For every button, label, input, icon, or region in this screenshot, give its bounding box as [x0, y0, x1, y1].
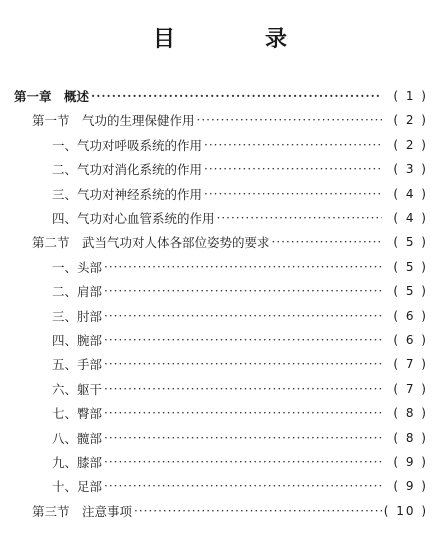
toc-leader-dots: [104, 306, 382, 326]
toc-entry: [52, 403, 428, 423]
toc-entry: [52, 281, 428, 301]
toc-entry-page: ( 7 ): [393, 381, 428, 396]
page-title: 目 录: [152, 26, 321, 52]
toc-entry: [32, 232, 428, 252]
toc-entry-label: 二、肩部: [52, 284, 103, 300]
toc-entry: [32, 110, 428, 130]
toc-leader-dots: [91, 86, 382, 106]
toc-entry-page: ( 6 ): [393, 333, 428, 347]
toc-entry-label: 第三节 注意事项: [32, 503, 133, 519]
toc-leader-dots: [217, 208, 382, 228]
toc-leader-dots: [272, 232, 382, 252]
toc-entry-label: 五、手部: [52, 357, 103, 373]
toc-entry-label: 第一节 气功的生理保健作用: [32, 113, 195, 129]
toc-entry-label: 六、躯干: [52, 381, 103, 397]
toc-entry-page: ( 5 ): [393, 284, 428, 299]
toc-entry-page: ( 8 ): [393, 406, 428, 421]
toc-entry-page: ( 7 ): [393, 357, 428, 372]
toc-entry-label: 四、腕部: [52, 333, 103, 348]
toc-entry: [52, 257, 428, 277]
toc-entry-page: ( 1 ): [393, 89, 428, 103]
toc-entry-label: 第一章 概述: [14, 89, 90, 104]
toc-leader-dots: [197, 110, 382, 130]
toc-entry-label: 第二节 武当气功对人体各部位姿势的要求: [32, 235, 270, 251]
toc-entry: [52, 428, 428, 448]
toc-entry-page: ( 4 ): [393, 211, 428, 225]
toc-leader-dots: [204, 135, 382, 155]
toc-leader-dots: [104, 476, 382, 496]
toc-leader-dots: [104, 428, 382, 448]
toc-entry-label: 四、气功对心血管系统的作用: [52, 211, 215, 226]
toc-entry: [32, 501, 428, 521]
toc-entry-page: ( 4 ): [393, 186, 428, 201]
toc-entry-label: 七、臀部: [52, 406, 103, 422]
toc-entry: [52, 330, 428, 350]
toc-entry-label: 一、头部: [52, 259, 103, 275]
toc-entry-page: ( 2 ): [393, 137, 428, 152]
toc-entry: [52, 452, 428, 472]
toc-entry: [52, 135, 428, 155]
toc-leader-dots: [104, 379, 382, 399]
toc-entry-page: ( 6 ): [393, 308, 428, 323]
toc-entry: [52, 379, 428, 399]
toc-entry: [52, 159, 428, 179]
toc-leader-dots: [104, 403, 382, 423]
toc-entry-page: ( 5 ): [393, 259, 428, 274]
toc-leader-dots: [104, 330, 382, 350]
toc-leader-dots: [104, 452, 382, 472]
toc-leader-dots: [104, 354, 382, 374]
toc-entry-page: ( 9 ): [393, 479, 428, 494]
toc-entry: [52, 354, 428, 374]
toc-entry-page: ( 3 ): [393, 162, 428, 177]
toc-entry-label: 三、肘部: [52, 308, 103, 324]
toc-leader-dots: [204, 184, 382, 204]
toc-entry-label: 二、气功对消化系统的作用: [52, 162, 203, 178]
toc-entry: [52, 306, 428, 326]
toc-leader-dots: [134, 501, 382, 521]
toc-entry-page: ( 8 ): [393, 430, 428, 445]
toc-entry-label: 三、气功对神经系统的作用: [52, 186, 203, 202]
toc-entry-label: 一、气功对呼吸系统的作用: [52, 137, 203, 153]
toc-entry: [14, 86, 428, 106]
toc-entry: [52, 184, 428, 204]
toc-entry-page: ( 9 ): [393, 455, 428, 469]
toc-entry-label: 八、髋部: [52, 430, 103, 446]
toc-leader-dots: [204, 159, 382, 179]
toc-entry: [52, 476, 428, 496]
toc-entry: [52, 208, 428, 228]
toc-entry-page: ( 2 ): [393, 113, 428, 128]
toc-entry-label: 九、膝部: [52, 455, 103, 470]
toc-entry-label: 十、足部: [52, 479, 103, 495]
toc-leader-dots: [104, 281, 382, 301]
toc-entry-page: ( 5 ): [393, 235, 428, 250]
toc-leader-dots: [104, 257, 382, 277]
toc-entry-page: ( 10 ): [383, 503, 428, 518]
